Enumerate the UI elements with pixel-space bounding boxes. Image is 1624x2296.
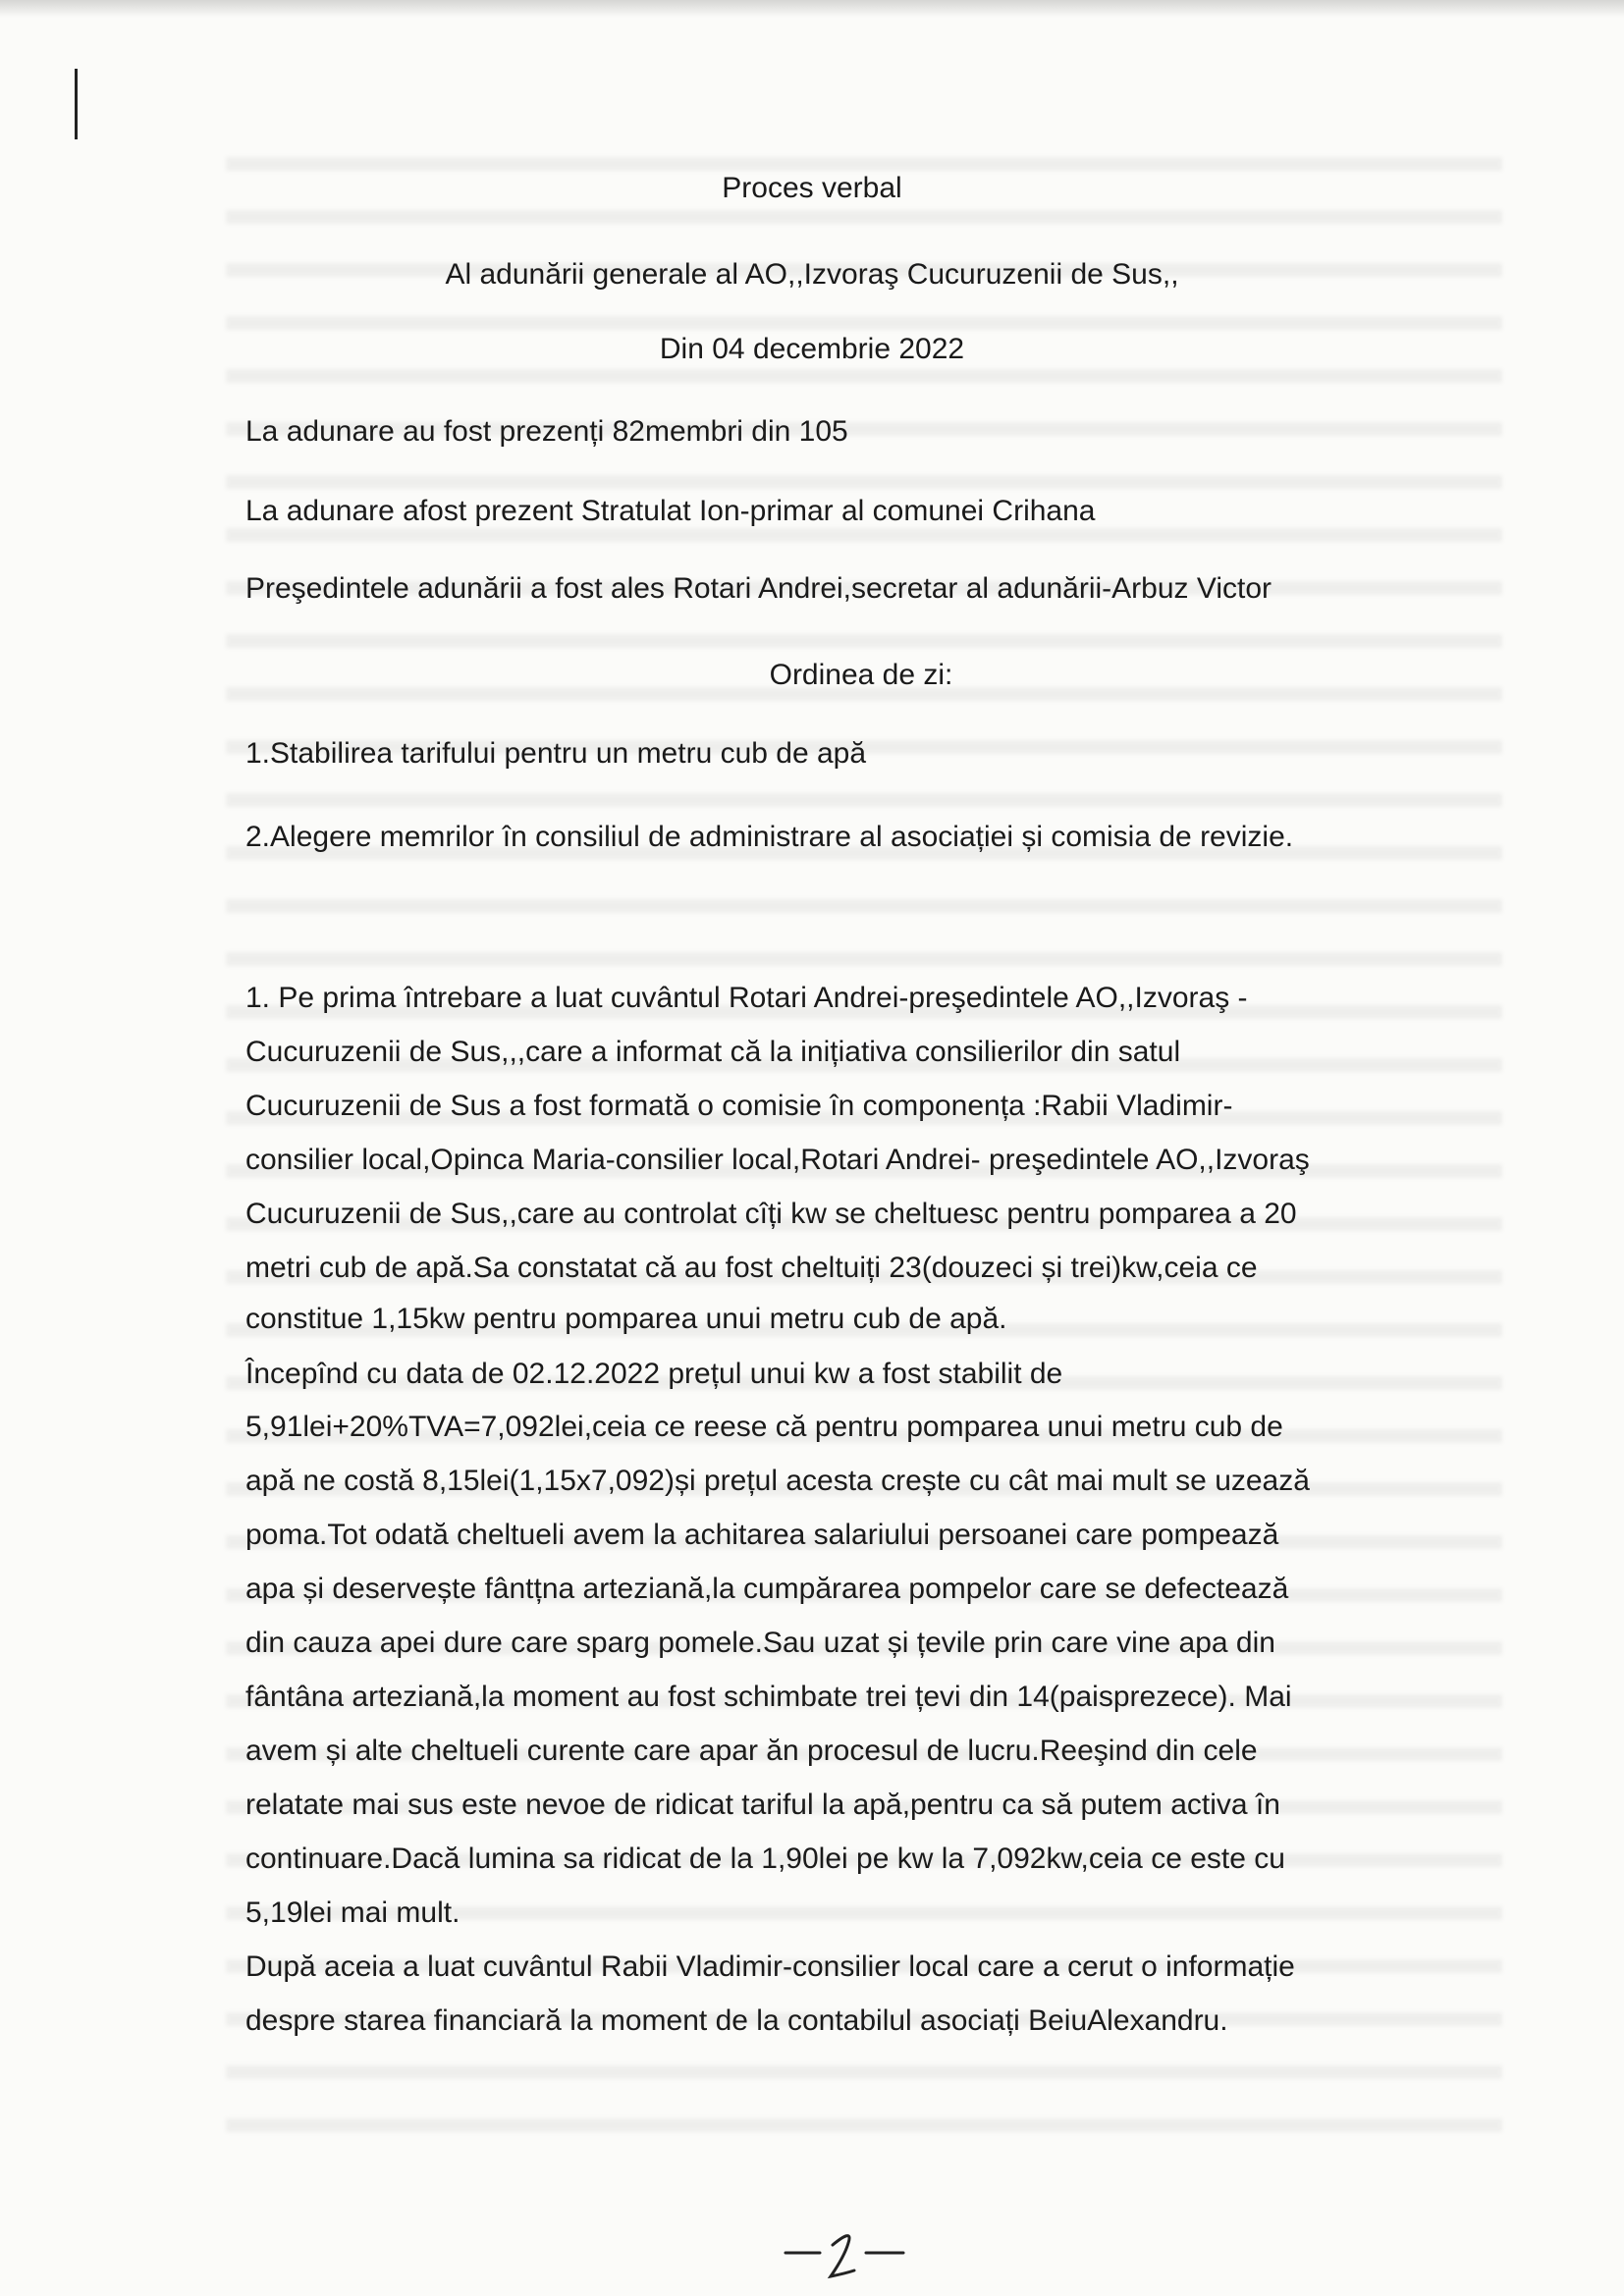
attendance-line: La adunare au fost prezenți 82membri din 105 (245, 415, 848, 448)
agenda-item: 1.Stabilirea tarifului pentru un metru cub de apă (245, 737, 867, 770)
handwritten-page-number (776, 2223, 913, 2282)
body-line: continuare.Dacă lumina sa ridicat de la 1,90lei pe kw la 7,092kw,ceia ce este cu (245, 1842, 1285, 1875)
agenda-title: Ordinea de zi: (769, 659, 953, 691)
body-line: despre starea financiară la moment de la contabilul asociați BeiuAlexandru. (245, 2004, 1228, 2037)
pen-mark (75, 69, 78, 139)
body-line: 1. Pe prima întrebare a luat cuvântul Rotari Andrei-preşedintele AO,,Izvoraş - (245, 982, 1248, 1014)
body-line: poma.Tot odată cheltueli avem la achitarea salariului persoanei care pompează (245, 1519, 1279, 1551)
body-line: apa și deservește fântțna arteziană,la cumpărarea pompelor care se defectează (245, 1573, 1289, 1605)
body-line: avem și alte cheltueli curente care apar ăn procesul de lucru.Reeşind din cele (245, 1735, 1258, 1767)
body-line: Cucuruzenii de Sus,,,care a informat că la inițiativa consilierilor din satul (245, 1036, 1181, 1068)
scan-edge-shadow (0, 0, 1624, 18)
document-subtitle: Al adunării generale al AO,,Izvoraş Cucuruzenii de Sus,, (445, 258, 1179, 291)
body-line: apă ne costă 8,15lei(1,15x7,092)și prețul acesta crește cu cât mai mult se uzează (245, 1465, 1310, 1497)
body-line: 5,91lei+20%TVA=7,092lei,ceia ce reese că pentru pomparea unui metru cub de (245, 1411, 1283, 1443)
agenda-item: 2.Alegere memrilor în consiliul de administrare al asociației și comisia de revizie. (245, 821, 1294, 853)
body-line: constitue 1,15kw pentru pomparea unui metru cub de apă. (245, 1303, 1007, 1335)
body-line: din cauza apei dure care sparg pomele.Sau uzat și țevile prin care vine apa din (245, 1627, 1275, 1659)
body-line: consilier local,Opinca Maria-consilier local,Rotari Andrei- preşedintele AO,,Izvoraş (245, 1144, 1310, 1176)
body-line: 5,19lei mai mult. (245, 1896, 460, 1929)
document-title: Proces verbal (722, 172, 902, 204)
guest-line: La adunare afost prezent Stratulat Ion-primar al comunei Crihana (245, 495, 1096, 527)
body-line: Începînd cu data de 02.12.2022 prețul unui kw a fost stabilit de (245, 1358, 1063, 1390)
chair-line: Preşedintele adunării a fost ales Rotari Andrei,secretar al adunării-Arbuz Victor (245, 572, 1272, 605)
document-date: Din 04 decembrie 2022 (659, 333, 965, 365)
body-line: relatate mai sus este nevoe de ridicat tariful la apă,pentru ca să putem activa în (245, 1789, 1280, 1821)
body-line: fântâna arteziană,la moment au fost schimbate trei țevi din 14(paisprezece). Mai (245, 1681, 1292, 1713)
body-line: Cucuruzenii de Sus,,care au controlat cîți kw se cheltuesc pentru pomparea a 20 (245, 1198, 1297, 1230)
body-line: După aceia a luat cuvântul Rabii Vladimir-consilier local care a cerut o informație (245, 1950, 1295, 1983)
body-line: Cucuruzenii de Sus a fost formată o comisie în componența :Rabii Vladimir- (245, 1090, 1233, 1122)
body-line: metri cub de apă.Sa constatat că au fost cheltuiți 23(douzeci și trei)kw,ceia ce (245, 1252, 1258, 1284)
